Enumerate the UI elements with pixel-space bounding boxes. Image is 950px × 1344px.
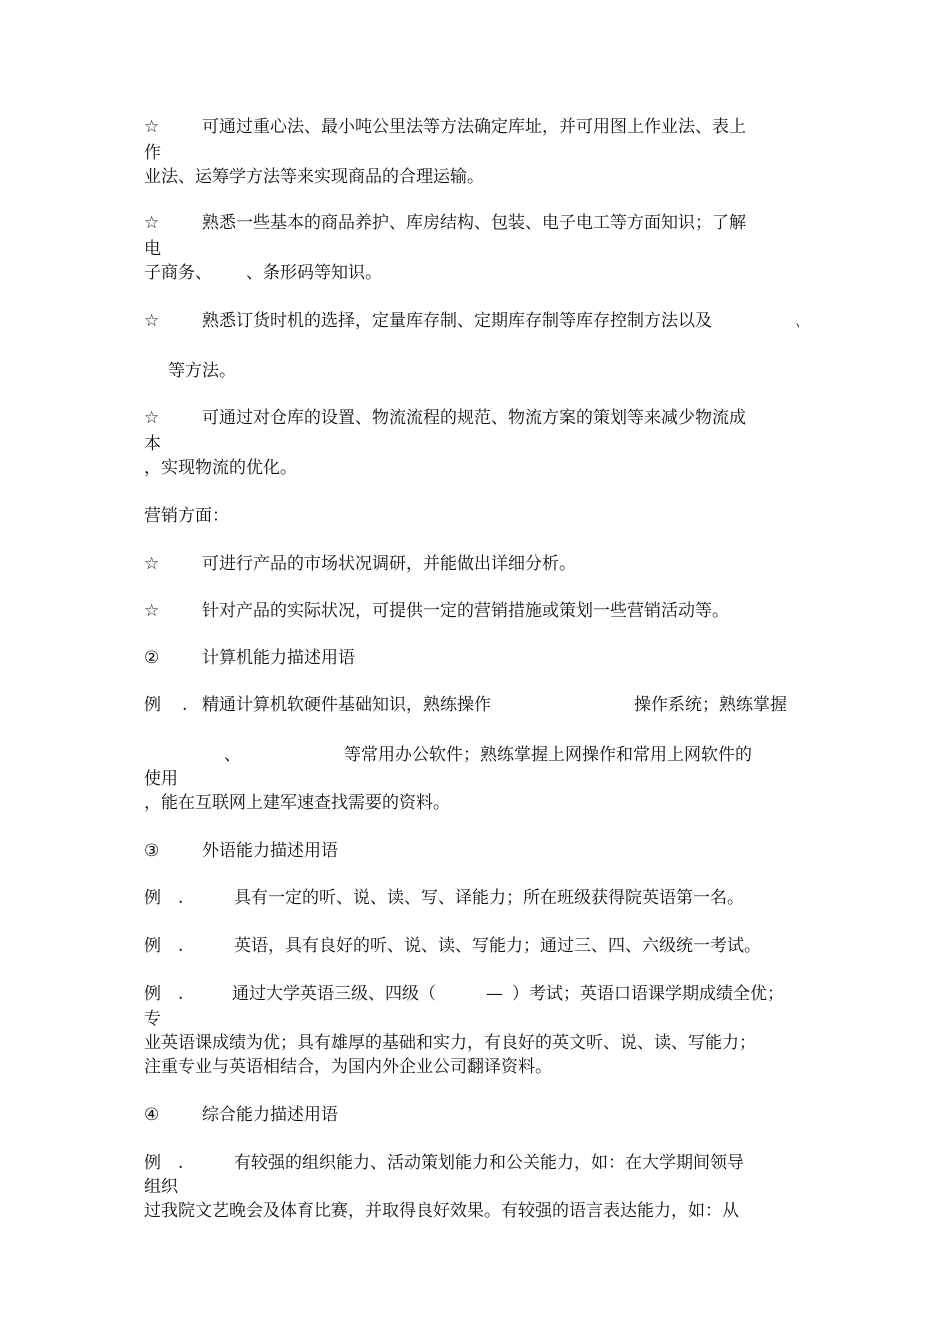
section-heading: 外语能力描述用语 [202,841,338,861]
paragraph-line: 本 [144,434,161,454]
paragraph-line: 过我院文艺晚会及体育比赛，并取得良好效果。有较强的语言表达能力，如：从 [144,1201,739,1221]
example-prefix: 例 [144,695,161,715]
paragraph-line: ，能在互联网上建军速查找需要的资料。 [144,793,450,813]
paragraph-line: 、 [796,311,807,331]
section-heading: 计算机能力描述用语 [202,648,355,668]
paragraph-line: 具有一定的听、说、读、写、译能力；所在班级获得院英语第一名。 [234,888,744,908]
paragraph-line: 业法、运筹学方法等来实现商品的合理运输。 [144,167,484,187]
paragraph-line: 、条形码等知识。 [246,263,382,283]
paragraph-line: 可通过对仓库的设置、物流流程的规范、物流方案的策划等来减少物流成 [202,408,746,428]
circled-number: ② [144,648,160,668]
paragraph-line: 可进行产品的市场状况调研，并能做出详细分析。 [202,554,576,574]
paragraph-line: 精通计算机软硬件基础知识，熟练操作 [202,695,491,715]
example-prefix: 例 [144,888,161,908]
example-dot: . [178,936,184,956]
paragraph-line: ）考试；英语口语课学期成绩全优； [512,984,784,1004]
paragraph-line: 等方法。 [168,361,236,381]
paragraph-line: 专 [144,1009,161,1029]
paragraph-line: 注重专业与英语相结合，为国内外企业公司翻译资料。 [144,1057,552,1077]
section-heading: 营销方面： [144,506,229,526]
paragraph-line: ，实现物流的优化。 [144,458,297,478]
paragraph-line: 作 [144,143,161,163]
paragraph-line: 熟悉一些基本的商品养护、库房结构、包装、电子电工等方面知识；了解 [202,213,746,233]
paragraph-line: 通过大学英语三级、四级（ [232,984,436,1004]
example-prefix: 例 [144,984,161,1004]
circled-number: ④ [144,1105,160,1125]
paragraph-line: 等常用办公软件；熟练掌握上网操作和常用上网软件的 [344,745,752,765]
paragraph-line: 使用 [144,769,178,789]
paragraph-line: 操作系统；熟练掌握 [634,695,787,715]
paragraph-line: 业英语课成绩为优；具有雄厚的基础和实力，有良好的英文听、说、读、写能力； [144,1033,756,1053]
paragraph-line: 组织 [144,1177,178,1197]
example-prefix: 例 [144,936,161,956]
paragraph-line: 子商务、 [144,263,212,283]
example-prefix: 例 [144,1153,161,1173]
example-dot: . [182,695,188,715]
paragraph-line: 电 [144,239,161,259]
paragraph-line: 英语，具有良好的听、说、读、写能力；通过三、四、六级统一考试。 [234,936,761,956]
star-bullet: ☆ [144,117,160,137]
star-bullet: ☆ [144,554,160,574]
paragraph-line: 针对产品的实际状况，可提供一定的营销措施或策划一些营销活动等。 [202,601,729,621]
example-dot: . [178,984,184,1004]
star-bullet: ☆ [144,408,160,428]
paragraph-line: 有较强的组织能力、活动策划能力和公关能力，如：在大学期间领导 [234,1153,744,1173]
example-dot: . [178,888,184,908]
example-dot: . [178,1153,184,1173]
paragraph-line: 、 [224,745,241,765]
circled-number: ③ [144,841,160,861]
paragraph-line: — [486,984,503,1004]
star-bullet: ☆ [144,213,160,233]
paragraph-line: 可通过重心法、最小吨公里法等方法确定库址，并可用图上作业法、表上 [202,117,746,137]
star-bullet: ☆ [144,311,160,331]
section-heading: 综合能力描述用语 [202,1105,338,1125]
paragraph-line: 熟悉订货时机的选择，定量库存制、定期库存制等库存控制方法以及 [202,311,712,331]
star-bullet: ☆ [144,601,160,621]
